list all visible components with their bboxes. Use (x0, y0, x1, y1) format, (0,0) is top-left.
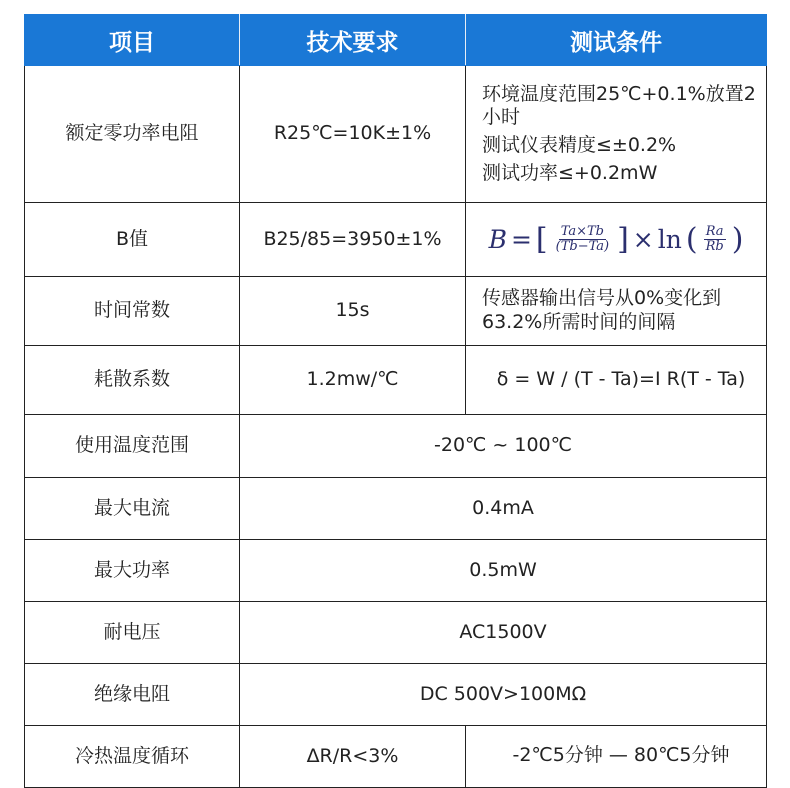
table-row (25, 478, 767, 540)
table-row (25, 346, 767, 415)
row-condition (466, 277, 767, 346)
row-item: B值 (25, 203, 240, 277)
row-merged-value: 0.4mA (240, 478, 767, 540)
formula-eq: = (510, 224, 532, 254)
row-item: 使用温度范围 (25, 415, 240, 478)
row-item: 最大功率 (25, 540, 240, 602)
header-condition: 测试条件 (466, 15, 767, 66)
row-item: 绝缘电阻 (25, 664, 240, 726)
formula-ln-numerator: Ra (705, 224, 724, 240)
row-condition (466, 346, 767, 415)
row-merged-value: 0.5mW (240, 540, 767, 602)
condition-line: -2℃5分钟 — 80℃5分钟 (512, 744, 730, 766)
row-spec: 15s (240, 277, 466, 346)
formula-numerator: Ta×Tb (560, 224, 604, 240)
condition-line: 测试功率≤+0.2mW (482, 161, 658, 184)
row-item: 耐电压 (25, 602, 240, 664)
table-row (25, 602, 767, 664)
condition-line: δ = W / (T - Ta)=I R(T - Ta) (496, 368, 746, 391)
row-merged-value: -20℃ ~ 100℃ (240, 415, 767, 478)
table-row (25, 66, 767, 203)
header-item: 项目 (25, 15, 240, 66)
row-item: 时间常数 (25, 277, 240, 346)
spec-table (24, 14, 767, 788)
b-value-formula: B = [ $\frac{Ta\times Tb}{(Tb-Ta)}$ ] × ln ( $\frac{Ra}{Rb}$ ) (466, 203, 767, 277)
formula-lhs: B (488, 224, 507, 254)
table-row (25, 277, 767, 346)
row-condition (466, 726, 767, 788)
row-spec: B25/85=3950±1% (240, 203, 466, 277)
table-row (25, 203, 767, 277)
row-merged-value: DC 500V>100MΩ (240, 664, 767, 726)
formula-ln-denominator: Rb (705, 239, 724, 254)
formula-ln: ln (657, 224, 682, 254)
row-item: 额定零功率电阻 (25, 66, 240, 203)
row-merged-value: AC1500V (240, 602, 767, 664)
header-row (25, 15, 767, 66)
condition-line: 传感器输出信号从0%变化到63.2%所需时间的间隔 (482, 287, 722, 333)
header-spec: 技术要求 (240, 15, 466, 66)
table-row (25, 540, 767, 602)
formula-times: × (632, 224, 654, 254)
row-item: 冷热温度循环 (25, 726, 240, 788)
row-item: 耗散系数 (25, 346, 240, 415)
table-row (25, 726, 767, 788)
table-row (25, 664, 767, 726)
table-row (25, 415, 767, 478)
formula-denominator: (Tb−Ta) (555, 239, 610, 254)
condition-line: 环境温度范围25℃+0.1%放置2小时 (482, 82, 756, 129)
row-spec: R25℃=10K±1% (240, 66, 466, 203)
row-spec: 1.2mw/℃ (240, 346, 466, 415)
row-condition (466, 66, 767, 203)
condition-line: 测试仪表精度≤±0.2% (482, 134, 677, 156)
row-item: 最大电流 (25, 478, 240, 540)
row-spec: ΔR/R<3% (240, 726, 466, 788)
